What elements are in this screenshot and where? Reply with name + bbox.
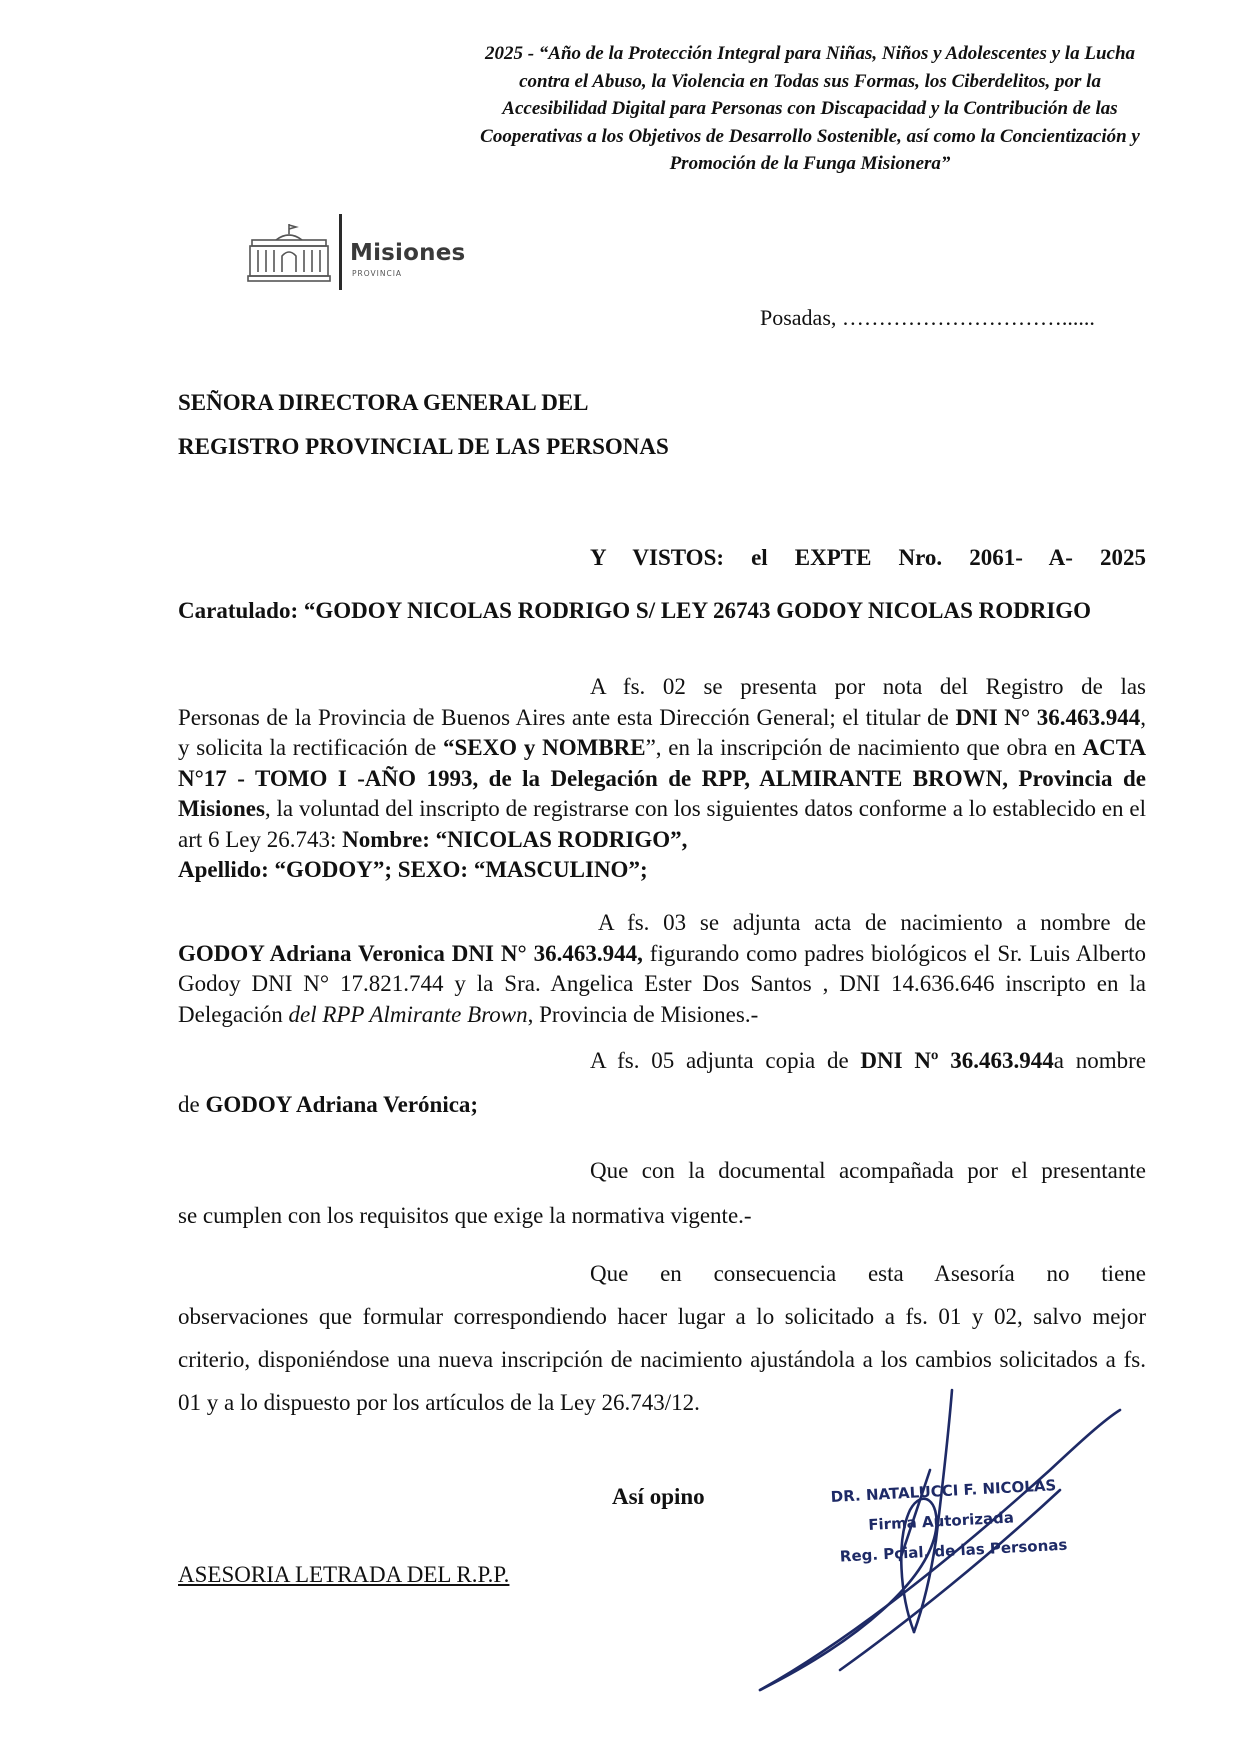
vistos-line: Y VISTOS: el EXPTE Nro. 2061- A- 2025 — [590, 545, 1146, 570]
text-bold: ACTA N°17 - TOMO I -AÑO 1993, de la Delegación de RPP, ALMIRANTE BROWN, Provincia de Misiones — [178, 735, 1146, 821]
text: ”, en la inscripción de nacimiento — [645, 735, 960, 760]
paragraph-fs-05-lead — [590, 1046, 1146, 1077]
text: , y solicita la rectificación de — [178, 704, 1147, 760]
closing-phrase: Así opino — [612, 1484, 705, 1509]
logo-name: Misiones — [350, 240, 466, 266]
paragraph-lead: A fs. 03 se adjunta acta de nacimiento a nombre de — [598, 910, 1146, 935]
paragraph-lead: Que en consecuencia esta Asesoría no tiene — [590, 1261, 1146, 1286]
text-bold: 36.463.944 — [1036, 704, 1141, 730]
text: observaciones que formular correspondiendo hacer lugar a lo solicitado a fs. 01 y 02, salvo mejor criterio, disponiéndose una nueva inscripción de nacimiento ajustándola a los cambios solicitados a fs. 01 y a lo dispuesto por los artículos de la Ley 26.743/12. — [178, 1304, 1146, 1415]
paragraph-fs-03 — [178, 908, 1146, 1030]
text: Personas de la Provincia de Buenos Aires ante esta Dirección General; el titular de — [178, 704, 956, 730]
text: a nombre — [1053, 1048, 1146, 1073]
text-bold: Apellido: “GODOY”; SEXO: “MASCULINO”; — [178, 857, 648, 882]
text: , la voluntad del inscripto de registrarse con los siguientes datos conforme a lo establecido en el art 6 Ley 26.743: — [178, 796, 1146, 852]
paragraph-documental — [178, 1148, 1146, 1238]
text-bold: GODOY Adriana Verónica; — [205, 1092, 479, 1117]
office-name: ASESORIA LETRADA DEL R.P.P. — [178, 1562, 510, 1587]
text: , Provincia de Misiones.- — [527, 1001, 759, 1027]
stamp-line-1: DR. NATALUCCI F. NICOLAS — [830, 1476, 1057, 1506]
text: se cumplen con los requisitos que exige la normativa vigente.- — [178, 1203, 752, 1228]
handwritten-signature — [700, 1370, 1160, 1700]
addressee-line-1: SEÑORA DIRECTORA GENERAL DEL — [178, 390, 589, 415]
motto-line: Promoción de la Funga Misionera” — [669, 153, 951, 174]
motto-line: 2025 - “Año de la Protección Integral para Niñas, Niños y Adolescentes y la Lucha — [484, 43, 1136, 64]
text-italic: del RPP Almirante Brown — [288, 1001, 528, 1027]
header-motto — [440, 40, 1180, 178]
motto-line: contra el Abuso, la Violencia en Todas sus Formas, los Ciberdelitos, por la — [519, 70, 1101, 92]
logo-subtitle: PROVINCIA — [352, 269, 403, 278]
paragraph-fs-02 — [178, 672, 1146, 886]
text-bold: Nombre: “NICOLAS RODRIGO”, — [342, 826, 688, 852]
text-bold: “SEXO y NOMBRE — [442, 735, 646, 760]
text: de — [178, 1092, 206, 1117]
text-bold: DNI N° — [955, 704, 1031, 730]
caratulado: Caratulado: “GODOY NICOLAS RODRIGO S/ LEY 26743 GODOY NICOLAS RODRIGO — [178, 598, 1092, 623]
paragraph-lead: Que con la documental acompañada por el presentante — [590, 1158, 1146, 1183]
addressee-line-2: REGISTRO PROVINCIAL DE LAS PERSONAS — [178, 434, 669, 459]
text: figurando como padres biológicos el Sr. Luis Alberto Godoy DNI N° 17.821.744 y la Sra. Angelica Ester Dos Santos , DNI 14.636.646 inscripto en la Delegación — [178, 940, 1146, 1027]
government-building-icon — [246, 222, 332, 284]
misiones-logo — [246, 214, 496, 290]
text: que obra en — [966, 735, 1083, 760]
motto-line: Cooperativas a los Objetivos de Desarrollo Sostenible, así como la Concientización y — [480, 125, 1140, 147]
text: A fs. 05 adjunta copia de — [590, 1048, 861, 1073]
paragraph-lead: A fs. 02 se presenta por nota del Registro de las — [590, 674, 1146, 699]
text-bold: DNI Nº 36.463.944 — [860, 1048, 1054, 1073]
stamp-line-2: Firma Autorizada — [867, 1508, 1015, 1535]
logo-divider — [339, 214, 342, 290]
motto-line: Accesibilidad Digital para Personas con Discapacidad y la Contribución de las — [502, 98, 1118, 119]
paragraph-fs-05-cont — [178, 1090, 478, 1121]
text-bold: GODOY Adriana Veronica DNI N° 36.463.944, — [178, 940, 643, 966]
stamp-line-3: Reg. Pcial. de las Personas — [839, 1535, 1068, 1566]
date-line: Posadas, …………………………...... — [760, 305, 1095, 330]
